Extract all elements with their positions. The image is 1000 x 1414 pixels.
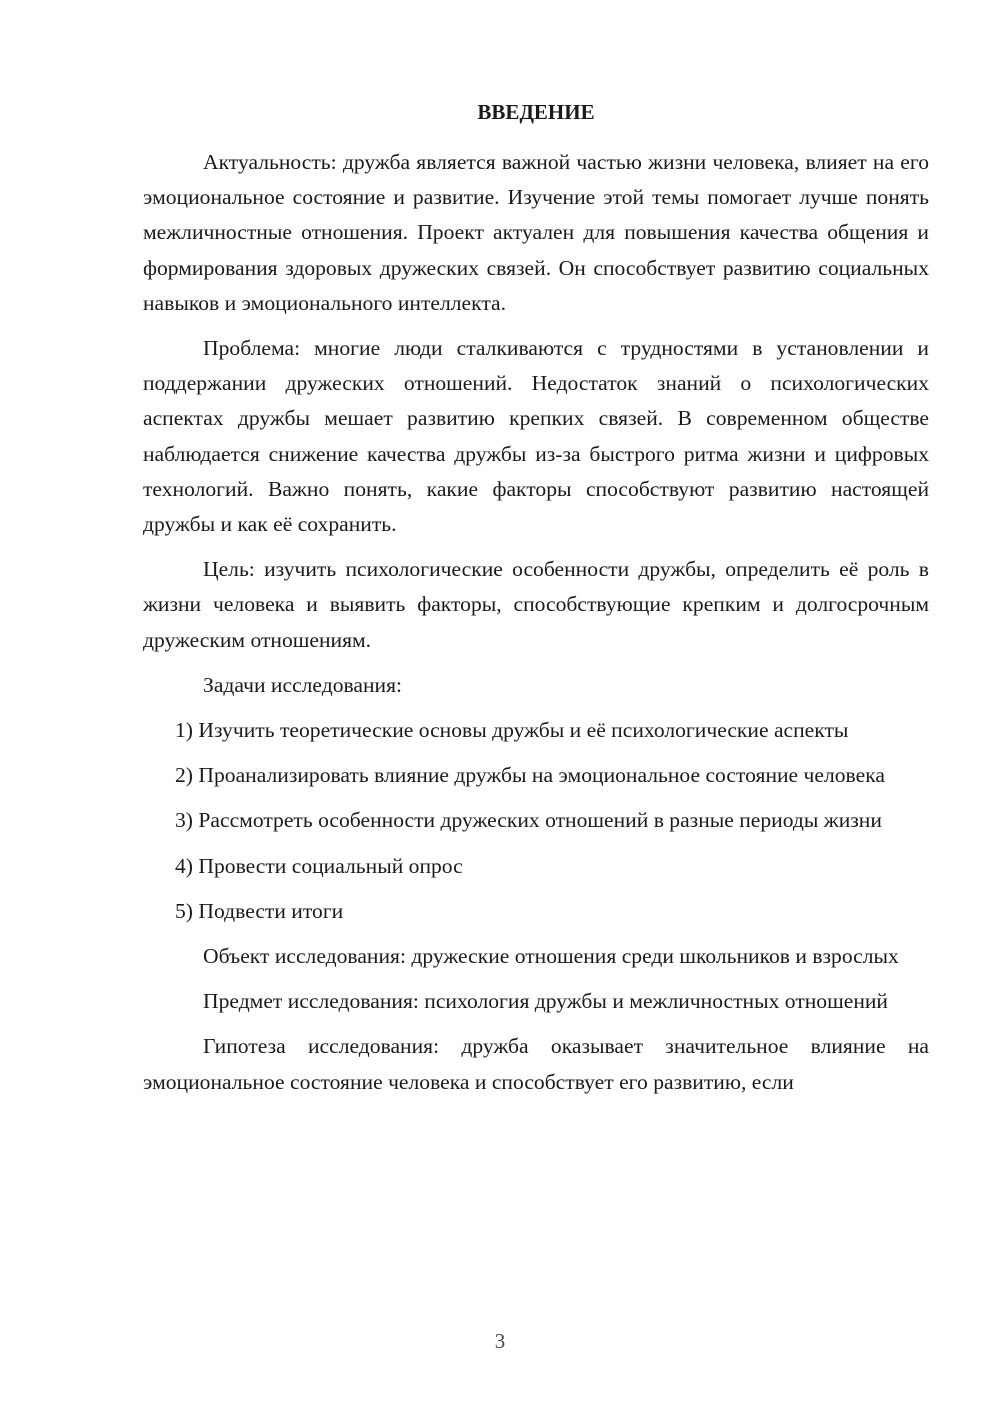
paragraph-object: Объект исследования: дружеские отношения среди школьников и взрослых: [203, 944, 899, 969]
task-item-3: 3) Рассмотреть особенности дружеских отношений в разные периоды жизни: [175, 808, 882, 833]
task-item-1: 1) Изучить теоретические основы дружбы и её психологические аспекты: [175, 718, 849, 743]
paragraph-hypothesis: Гипотеза исследования: дружба оказывает значительное влияние на эмоциональное состояние человека и способствует его развитию, если: [143, 1034, 929, 1094]
paragraph-problem: Проблема: многие люди сталкиваются с трудностями в установлении и поддержании дружеских отношений. Недостаток знаний о психологических аспектах дружбы мешает развитию крепких связей. В современном обществе наблюдается снижение качества дружбы из-за быстрого ритма жизни и цифровых технологий. Важно понять, какие факторы способствуют развитию настоящей дружбы и как её сохранить.: [143, 336, 929, 537]
paragraph-goal: Цель: изучить психологические особенности дружбы, определить её роль в жизни человека и выявить факторы, способствующие крепким и долгосрочным дружеским отношениям.: [143, 557, 929, 652]
paragraph-relevance: Актуальность: дружба является важной частью жизни человека, влияет на его эмоциональное состояние и развитие. Изучение этой темы помогает лучше понять межличностные отношения. Проект актуален для повышения качества общения и формирования здоровых дружеских связей. Он способствует развитию социальных навыков и эмоционального интеллекта.: [143, 150, 929, 315]
task-item-5: 5) Подвести итоги: [175, 898, 344, 923]
page-number: 3: [494, 1329, 506, 1353]
task-item-2: 2) Проанализировать влияние дружбы на эмоциональное состояние человека: [175, 763, 885, 788]
task-item-4: 4) Провести социальный опрос: [175, 853, 463, 878]
paragraph-subject: Предмет исследования: психология дружбы и межличностных отношений: [203, 989, 888, 1014]
tasks-heading: Задачи исследования:: [203, 672, 403, 697]
page-title: ВВЕДЕНИЕ: [477, 100, 595, 124]
document-body: [143, 145, 929, 1110]
